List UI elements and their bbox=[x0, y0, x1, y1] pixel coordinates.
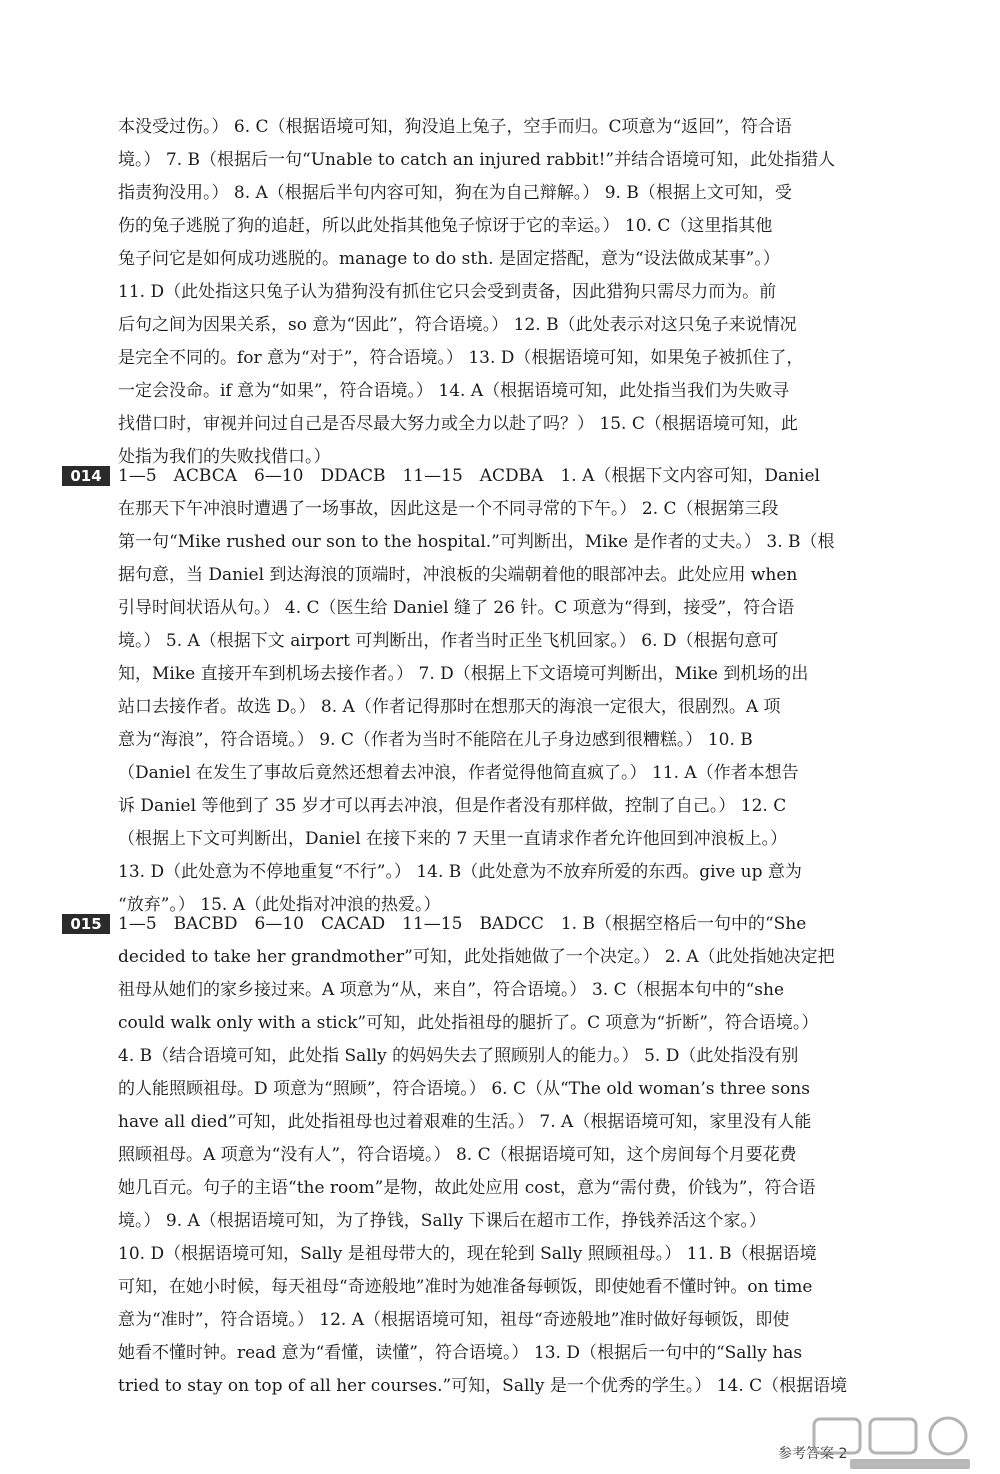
page-number: 2 bbox=[838, 1446, 848, 1462]
text-line: have all died”可知，此处指祖母也过着艰难的生活。） 7. A（根据语境可知，家里没有人能 bbox=[118, 1112, 812, 1132]
text-line: 照顾祖母。A 项意为“没有人”，符合语境。） 8. C（根据语境可知，这个房间每个月要花费 bbox=[118, 1145, 797, 1165]
text-line: 在那天下午冲浪时遭遇了一场事故，因此这是一个不同寻常的下午。） 2. C（根据第三段 bbox=[118, 499, 779, 519]
text-line: 11. D（此处指这只兔子认为猎狗没有抓住它只会受到责备，因此猎狗只需尽力而为。前 bbox=[118, 282, 777, 302]
text-line: 第一句“Mike rushed our son to the hospital.”可判断出，Mike 是作者的丈夫。） 3. B（根 bbox=[118, 532, 835, 552]
text-line: 伤的兔子逃脱了狗的追赶，所以此处指其他兔子惊讶于它的幸运。） 10. C（这里指其他 bbox=[118, 216, 773, 236]
text-line: tried to stay on top of all her courses.”可知，Sally 是一个优秀的学生。） 14. C（根据语境 bbox=[118, 1376, 848, 1396]
text-line: 境。） 7. B（根据后一句“Unable to catch an injured rabbit!”并结合语境可知，此处指猎人 bbox=[118, 150, 836, 170]
section-badge-014: 014 bbox=[62, 466, 110, 486]
text-line: 的人能照顾祖母。D 项意为“照顾”，符合语境。） 6. C（从“The old woman’s three sons bbox=[118, 1079, 810, 1099]
footer-text: 参考答案 bbox=[778, 1446, 834, 1462]
text-line: 境。） 9. A（根据语境可知，为了挣钱，Sally 下课后在超市工作，挣钱养活这个家。） bbox=[118, 1211, 766, 1231]
text-line: decided to take her grandmother”可知，此处指她做了一个决定。） 2. A（此处指她决定把 bbox=[118, 947, 835, 967]
text-line: 她看不懂时钟。read 意为“看懂，读懂”，符合语境。） 13. D（根据后一句中的“Sally has bbox=[118, 1343, 803, 1363]
text-line: 10. D（根据语境可知，Sally 是祖母带大的，现在轮到 Sally 照顾祖母。） 11. B（根据语境 bbox=[118, 1244, 817, 1264]
text-line: 13. D（此处意为不停地重复“不行”。） 14. B（此处意为不放弃所爱的东西。give up 意为 bbox=[118, 862, 802, 882]
text-line: 祖母从她们的家乡接过来。A 项意为“从，来自”，符合语境。） 3. C（根据本句中的“she bbox=[118, 980, 785, 1000]
text-line: 意为“准时”，符合语境。） 12. A（根据语境可知，祖母“奇迹般地”准时做好每顿饭，即使 bbox=[118, 1310, 790, 1330]
text-line: 境。） 5. A（根据下文 airport 可判断出，作者当时正坐飞机回家。） 6. D（根据句意可 bbox=[118, 631, 779, 651]
text-line: （根据上下文可判断出，Daniel 在接下来的 7 天里一直请求作者允许他回到冲浪板上。） bbox=[118, 829, 788, 849]
text-line: 诉 Daniel 等他到了 35 岁才可以再去冲浪，但是作者没有那样做，控制了自己。） 12. C bbox=[118, 796, 787, 816]
text-line: 知，Mike 直接开车到机场去接作者。） 7. D（根据上下文语境可判断出，Mike 到机场的出 bbox=[118, 664, 809, 684]
text-line: 她几百元。句子的主语“the room”是物，故此处应用 cost，意为“需付费，价钱为”，符合语 bbox=[118, 1178, 816, 1198]
text-line: （Daniel 在发生了事故后竟然还想着去冲浪，作者觉得他简直疯了。） 11. A（作者本想告 bbox=[118, 763, 799, 783]
text-line: 找借口时，审视并问过自己是否尽最大努力或全力以赴了吗？） 15. C（根据语境可知，此 bbox=[118, 414, 798, 434]
text-line: 意为“海浪”，符合语境。） 9. C（作者为当时不能陪在儿子身边感到很糟糕。） 10. B bbox=[118, 730, 753, 750]
text-line: 是完全不同的。for 意为“对于”，符合语境。） 13. D（根据语境可知，如果兔子被抓住了， bbox=[118, 348, 804, 368]
text-line: 本没受过伤。） 6. C（根据语境可知，狗没追上兔子，空手而归。C项意为“返回”，符合语 bbox=[118, 117, 792, 137]
text-line: 引导时间状语从句。） 4. C（医生给 Daniel 缝了 26 针。C 项意为“得到，接受”，符合语 bbox=[118, 598, 795, 618]
section-badge-015: 015 bbox=[62, 914, 110, 934]
text-line: 4. B（结合语境可知，此处指 Sally 的妈妈失去了照顾别人的能力。） 5. D（此处指没有别 bbox=[118, 1046, 799, 1066]
text-line: 指责狗没用。） 8. A（根据后半句内容可知，狗在为自己辩解。） 9. B（根据上文可知，受 bbox=[118, 183, 792, 203]
text-line: 1—5 BACBD 6—10 CACAD 11—15 BADCC 1. B（根据空格后一句中的“She bbox=[118, 914, 807, 934]
text-line: “放弃”。） 15. A（此处指对冲浪的热爱。） bbox=[118, 895, 441, 915]
text-line: 兔子问它是如何成功逃脱的。manage to do sth. 是固定搭配，意为“设法做成某事”。） bbox=[118, 249, 780, 269]
text-line: 可知，在她小时候，每天祖母“奇迹般地”准时为她准备每顿饭，即使她看不懂时钟。on time bbox=[118, 1277, 813, 1297]
text-line: 处指为我们的失败找借口。） bbox=[118, 447, 331, 467]
text-line: 后句之间为因果关系，so 意为“因此”，符合语境。） 12. B（此处表示对这只兔子来说情况 bbox=[118, 315, 797, 335]
text-line: 一定会没命。if 意为“如果”，符合语境。） 14. A（根据语境可知，此处指当我们为失败寻 bbox=[118, 381, 790, 401]
watermark-logo bbox=[810, 1415, 985, 1471]
text-line: 据句意，当 Daniel 到达海浪的顶端时，冲浪板的尖端朝着他的眼部冲去。此处应用 when bbox=[118, 565, 798, 585]
text-line: 站口去接作者。故选 D。） 8. A（作者记得那时在想那天的海浪一定很大，很剧烈。A 项 bbox=[118, 697, 781, 717]
text-line: could walk only with a stick”可知，此处指祖母的腿折了。C 项意为“折断”，符合语境。） bbox=[118, 1013, 819, 1033]
text-line: 1—5 ACBCA 6—10 DDACB 11—15 ACDBA 1. A（根据下文内容可知，Daniel bbox=[118, 466, 820, 486]
